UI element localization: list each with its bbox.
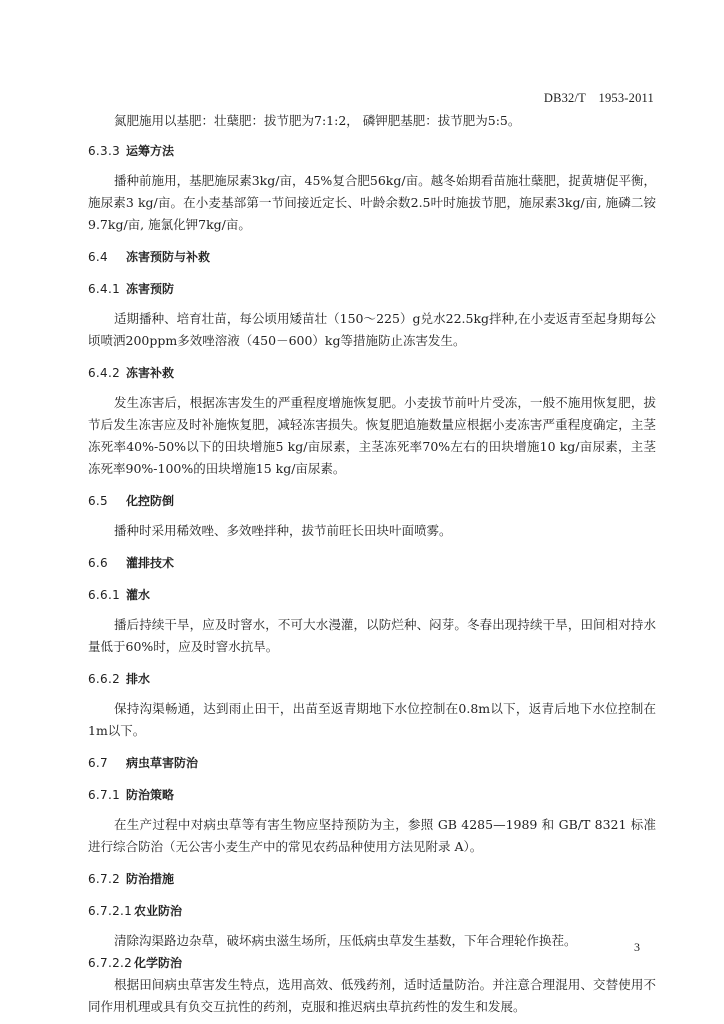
section-title: 农业防治	[134, 904, 183, 918]
section-number: 6.4	[88, 250, 108, 264]
standard-code: DB32/T 1953-2011	[543, 91, 654, 105]
section-number: 6.3.3	[88, 144, 121, 158]
section-number: 6.6.1	[88, 588, 121, 602]
paragraph: 根据田间病虫草害发生特点，选用高效、低残药剂，适时适量防治。并注意合理混用、交替使用不同作用机理或具有负交互抗性的药剂，克服和推迟病虫草抗药性的发生和发展。	[88, 977, 656, 1014]
section-heading	[88, 584, 656, 606]
section-heading	[88, 868, 656, 890]
section-title: 化学防治	[134, 956, 183, 970]
paragraph: 播后持续干旱，应及时窨水，不可大水漫灌，以防烂种、闷芽。冬春出现持续干旱，田间相对持水量低于60%时，应及时窨水抗旱。	[88, 617, 656, 654]
section-heading	[88, 752, 656, 774]
section-number: 6.7.2	[88, 872, 121, 886]
section-number: 6.7	[88, 756, 108, 770]
section-title: 灌排技术	[126, 556, 175, 570]
section-heading	[88, 552, 656, 574]
section-title: 运筹方法	[126, 144, 175, 158]
paragraph: 氮肥施用以基肥：壮蘖肥：拔节肥为7:1:2， 磷钾肥基肥：拔节肥为5:5。	[114, 113, 521, 128]
section-title: 防治策略	[126, 788, 175, 802]
section-title: 排水	[126, 672, 151, 686]
section-title: 冻害补救	[126, 366, 175, 380]
page-number: 3	[634, 940, 640, 954]
section-number: 6.4.1	[88, 282, 121, 296]
paragraph: 播种时采用稀效唑、多效唑拌种，拔节前旺长田块叶面喷雾。	[114, 523, 452, 538]
section-heading	[88, 140, 656, 162]
paragraph: 保持沟渠畅通，达到雨止田干，出苗至返青期地下水位控制在0.8m以下，返青后地下水位控制在1m以下。	[88, 701, 656, 738]
section-title: 冻害预防与补救	[126, 250, 211, 264]
section-title: 防治措施	[126, 872, 175, 886]
section-heading	[88, 784, 656, 806]
section-number: 6.7.2.1	[88, 904, 133, 918]
section-heading	[88, 900, 656, 922]
paragraph: 在生产过程中对病虫草等有害生物应坚持预防为主，参照 GB 4285—1989 和 GB/T 8321 标准进行综合防治（无公害小麦生产中的常见农药品种使用方法见附录 A）。	[88, 817, 656, 854]
section-title: 化控防倒	[126, 494, 175, 508]
paragraph: 清除沟渠路边杂草，破坏病虫滋生场所，压低病虫草发生基数，下年合理轮作换茬。	[114, 933, 577, 948]
section-number: 6.6	[88, 556, 108, 570]
section-heading	[88, 278, 656, 300]
document-body	[88, 110, 656, 1018]
paragraph: 播种前施用，基肥施尿素3kg/亩，45%复合肥56kg/亩。越冬始期看苗施壮蘖肥，捉黄塘促平衡，施尿素3 kg/亩。在小麦基部第一节间接近定长、叶龄余数2.5叶时施拔节肥，施尿素3kg/亩, 施磷二铵9.7kg/亩, 施氯化钾7kg/亩。	[88, 173, 656, 232]
section-title: 灌水	[126, 588, 151, 602]
section-number: 6.5	[88, 494, 108, 508]
section-heading	[88, 668, 656, 690]
section-title: 冻害预防	[126, 282, 175, 296]
section-title: 病虫草害防治	[126, 756, 199, 770]
paragraph: 适期播种、培育壮苗，每公顷用矮苗壮（150～225）g兑水22.5kg拌种,在小麦返青至起身期每公顷喷洒200ppm多效唑溶液（450－600）kg等措施防止冻害发生。	[88, 311, 656, 348]
section-heading	[88, 362, 656, 384]
section-number: 6.7.2.2	[88, 956, 133, 970]
paragraph: 发生冻害后，根据冻害发生的严重程度增施恢复肥。小麦拔节前叶片受冻，一般不施用恢复肥，拔节后发生冻害应及时补施恢复肥，减轻冻害损失。恢复肥追施数量应根据小麦冻害严重程度确定，主茎冻死率40%-50%以下的田块增施5 kg/亩尿素，主茎冻死率70%左右的田块增施10 kg/亩尿素，主茎冻死率90%-100%的田块增施15 kg/亩尿素。	[88, 395, 656, 476]
section-number: 6.4.2	[88, 366, 121, 380]
section-heading	[88, 952, 656, 974]
section-number: 6.7.1	[88, 788, 121, 802]
section-heading	[88, 246, 656, 268]
section-number: 6.6.2	[88, 672, 121, 686]
section-heading	[88, 490, 656, 512]
